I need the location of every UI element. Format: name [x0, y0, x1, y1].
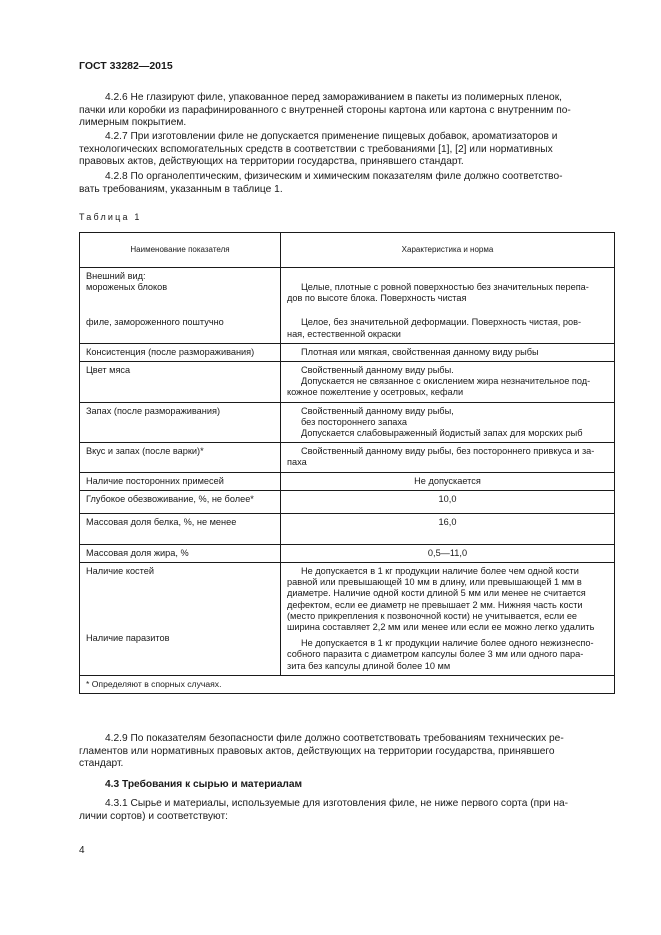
paragraph-4-2-7 [79, 131, 615, 169]
cell-line: (место прикрепления к позвоночной кости) не учитывается, если ее [287, 610, 578, 621]
row-value-bones-parasites [281, 563, 615, 676]
table-row [80, 268, 615, 344]
table-row [80, 513, 615, 544]
table-row [80, 490, 615, 513]
table-row [80, 472, 615, 490]
cell-line: равной или превышающей 10 мм в длину, или превышающей 1 мм в [287, 577, 582, 588]
cell-line: Не допускается в 1 кг продукции наличие более одного нежизнеспо- [301, 638, 594, 649]
table-footnote-row [80, 675, 615, 693]
table-row [80, 443, 615, 472]
paragraph-4-3-1 [79, 798, 615, 823]
cell-line: мороженых блоков [86, 282, 168, 293]
row-name-consistency: Консистенция (после размораживания) [80, 343, 281, 361]
table-header-row [80, 233, 615, 268]
cell-line: зита без капсулы длиной более 10 мм [287, 660, 451, 671]
text-line: личии сортов) и соответствуют: [79, 810, 228, 822]
table-row [80, 544, 615, 562]
page-number: 4 [79, 845, 85, 856]
row-value-smell [281, 402, 615, 443]
text-line: правовых актов, действующих на территории государства, принявшего стандарт. [79, 156, 464, 168]
row-name-protein: Массовая доля белка, %, не менее [80, 513, 281, 544]
cell-line: Внешний вид: [86, 271, 146, 281]
cell-line: Допускается не связанное с окислением жира незначительное под- [301, 376, 591, 387]
text-line: технологических вспомогательных средств в соответствии с требованиями [1], [2] или нормативных [79, 143, 553, 155]
standard-header: ГОСТ 33282—2015 [79, 60, 173, 72]
text-line: пачки или коробки из парафинированного с внутренней стороны картона или картона с внутренним по- [79, 104, 571, 116]
row-name-bones-parasites [80, 563, 281, 676]
cell-line: Свойственный данному виду рыбы, без постороннего привкуса и за- [301, 446, 595, 457]
row-name-taste: Вкус и запах (после варки)* [80, 443, 281, 472]
row-name-color: Цвет мяса [80, 362, 281, 403]
table-row [80, 402, 615, 443]
row-value-consistency: Плотная или мягкая, свойственная данному виду рыбы [281, 343, 615, 361]
column-header-name: Наименование показателя [80, 233, 281, 268]
row-name-impurities: Наличие посторонних примесей [80, 472, 281, 490]
table-caption: Таблица 1 [79, 212, 142, 222]
text-line: вать требованиям, указанным в таблице 1. [79, 183, 283, 195]
table-footnote: * Определяют в спорных случаях. [80, 675, 615, 693]
cell-line: Целые, плотные с ровной поверхностью без значительных перепа- [301, 282, 589, 292]
cell-line: кожное пожелтение у осетровых, кефали [287, 387, 464, 398]
paragraph-4-2-9 [79, 733, 615, 771]
text-line: 4.2.6 Не глазируют филе, упакованное перед замораживанием в пакеты из полимерных пленок, [105, 92, 563, 103]
row-value-protein: 16,0 [281, 513, 615, 544]
cell-line: собного паразита с диаметром капсулы более 3 мм или одного пара- [287, 649, 584, 660]
cell-line: диаметре. Наличие одной кости длиной 5 мм или менее не считается [287, 588, 586, 599]
row-value-color [281, 362, 615, 403]
table-row [80, 563, 615, 676]
paragraph-4-2-8 [79, 171, 615, 196]
row-value-dehydration: 10,0 [281, 490, 615, 513]
cell-line: Свойственный данному виду рыбы, [301, 405, 454, 416]
row-name-fat: Массовая доля жира, % [80, 544, 281, 562]
table-row [80, 362, 615, 403]
text-line: гламентов или нормативных правовых актов, действующих на территории государства, принявшего [79, 745, 555, 757]
cell-line: Свойственный данному виду рыбы. [301, 365, 454, 376]
cell-line: Наличие паразитов [86, 633, 170, 644]
cell-line: без постороннего запаха [301, 416, 408, 427]
paragraph-4-2-6 [79, 92, 615, 130]
text-line: лимерным покрытием. [79, 117, 187, 129]
cell-line: ширина составляет 2,2 мм или менее или если ее можно легко удалить [287, 622, 595, 633]
row-name-appearance [80, 268, 281, 344]
text-line: 4.2.8 По органолептическим, физическим и химическим показателям филе должно соответство- [105, 171, 563, 182]
text-line: 4.2.9 По показателям безопасности филе должно соответствовать требованиям технических ре- [105, 733, 564, 744]
cell-line: Наличие костей [86, 566, 154, 577]
text-line: 4.2.7 При изготовлении филе не допускается применение пищевых добавок, ароматизаторов и [105, 131, 558, 142]
row-value-fat: 0,5—11,0 [281, 544, 615, 562]
text-line: стандарт. [79, 758, 124, 770]
row-name-smell: Запах (после размораживания) [80, 402, 281, 443]
cell-line: дефектом, если ее диаметр не превышает 2 мм. Нижняя часть кости [287, 599, 583, 610]
cell-line: Целое, без значительной деформации. Поверхность чистая, ров- [301, 317, 582, 328]
table-row [80, 343, 615, 361]
row-value-impurities: Не допускается [281, 472, 615, 490]
cell-line: Допускается слабовыраженный йодистый запах для морских рыб [301, 428, 583, 439]
cell-line: ная, естественной окраски [287, 328, 401, 339]
cell-line: Не допускается в 1 кг продукции наличие более чем одной кости [301, 566, 579, 577]
row-name-dehydration: Глубокое обезвоживание, %, не более* [80, 490, 281, 513]
column-header-value: Характеристика и норма [281, 233, 615, 268]
cell-line: филе, замороженного поштучно [86, 317, 224, 328]
row-value-appearance [281, 268, 615, 344]
section-heading-4-3: 4.3 Требования к сырью и материалам [105, 779, 303, 790]
text-line: 4.3.1 Сырье и материалы, используемые для изготовления филе, не ниже первого сорта (при на- [105, 798, 569, 809]
cell-line: паха [287, 457, 307, 468]
requirements-table [79, 232, 615, 694]
row-value-taste [281, 443, 615, 472]
cell-line: дов по высоте блока. Поверхность чистая [287, 293, 467, 304]
